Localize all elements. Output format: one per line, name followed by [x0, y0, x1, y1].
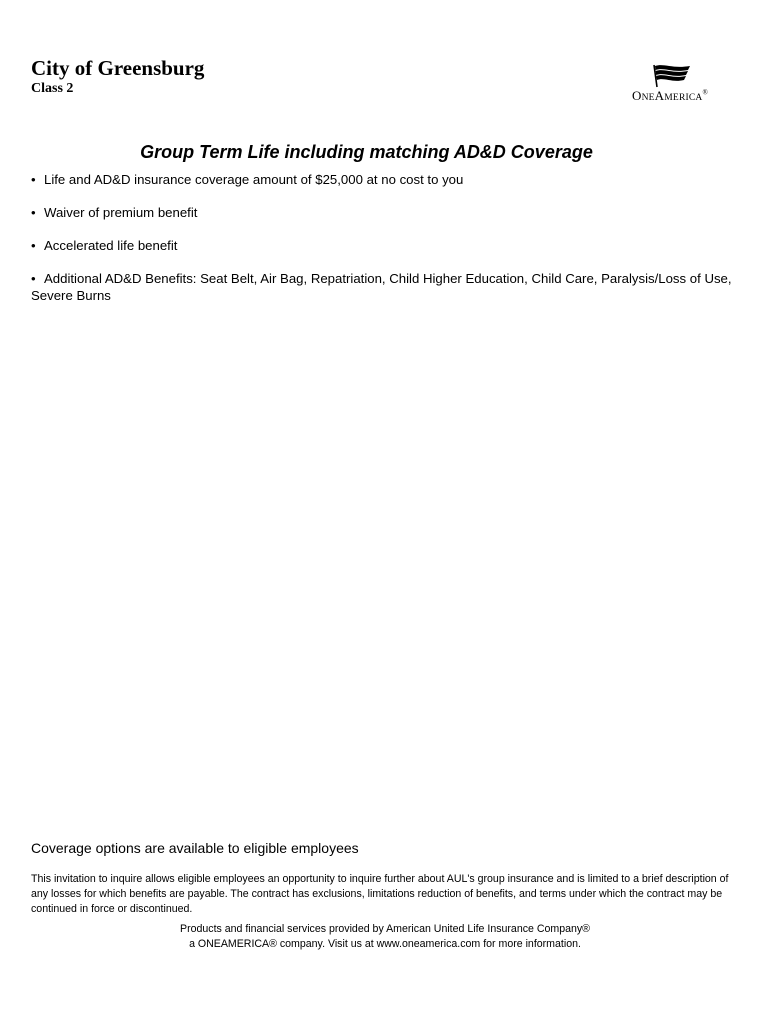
benefit-text: Waiver of premium benefit [44, 205, 198, 220]
benefit-item [31, 204, 743, 221]
bullet: • [31, 271, 36, 286]
footer-line-2: a ONEAMERICA® company. Visit us at www.oneamerica.com for more information. [189, 938, 581, 950]
logo-wordmark [632, 88, 708, 104]
benefit-text: Additional AD&D Benefits: Seat Belt, Air Bag, Repatriation, Child Higher Education, Child Care, Paralysis/Loss of Use, Severe Burns [31, 271, 732, 303]
disclaimer-text: This invitation to inquire allows eligible employees an opportunity to inquire further about AUL's group insurance and is limited to a brief description of any losses for which benefits are payable. The contract has exclusions, limitations reduction of benefits, and terms under which the contract may be continued in force or discontinued. [31, 873, 729, 915]
oneamerica-logo [632, 63, 728, 105]
availability-note: Coverage options are available to eligible employees [31, 840, 359, 856]
bullet: • [31, 172, 36, 187]
benefit-item [31, 237, 743, 254]
benefit-text: Life and AD&D insurance coverage amount of $25,000 at no cost to you [44, 172, 464, 187]
logo-registered-mark: ® [702, 88, 708, 97]
benefit-item [31, 270, 743, 304]
document-title: Group Term Life including matching AD&D Coverage [140, 142, 593, 162]
footer-line-1: Products and financial services provided by American United Life Insurance Company® [180, 923, 590, 935]
benefit-item [31, 171, 743, 188]
footer [0, 922, 770, 952]
bullet: • [31, 238, 36, 253]
benefit-text: Accelerated life benefit [44, 238, 178, 253]
benefits-list [31, 171, 743, 320]
bullet: • [31, 205, 36, 220]
employer-name: City of Greensburg [31, 56, 205, 80]
class-label: Class 2 [31, 81, 74, 96]
logo-text: ONEAMERICA [632, 88, 703, 103]
flag-icon [650, 63, 692, 89]
